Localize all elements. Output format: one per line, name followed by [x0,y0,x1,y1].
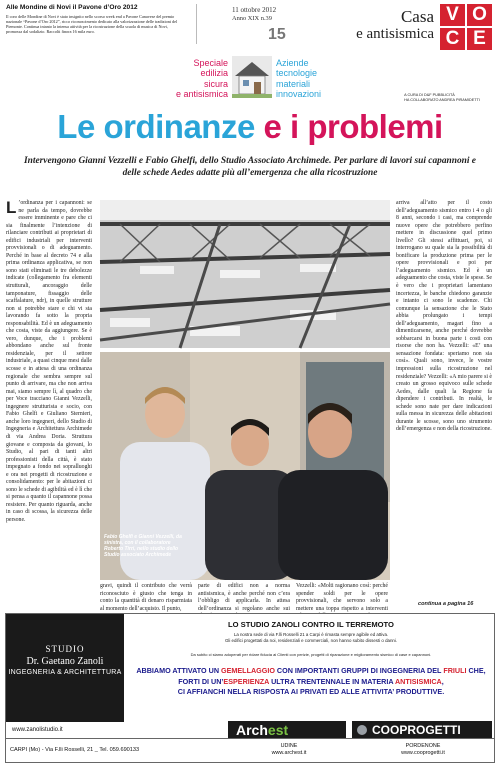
archest-logo [228,721,346,739]
cooprogetti-text: COOPROGETTI [372,723,461,737]
logo-studio: STUDIO [45,644,85,654]
label-line: Speciale [193,58,228,68]
ad-main-text: CHE, [466,666,486,675]
voce-logo [440,4,492,48]
article-column [6,200,92,578]
zanoli-logo [6,614,124,722]
label-line: Aziende [276,58,309,68]
team-photo [100,352,390,580]
voce-letter: V [440,4,465,26]
zanoli-advertisement [5,613,495,763]
brief-title: Alle Mondine di Novi il Pavone d’Oro 2012 [6,4,138,11]
article-column: Vezzelli: «Molti ragionano così: perché spender soldi per le opere provvisionali, che servono solo a mettere una toppa rispetto a interventi [296,583,388,612]
issue-date: 11 ottobre 2012 [232,6,277,14]
ad-main-text: CON IMPORTANTI GRUPPI DI INGEGNERIA DEL [274,666,444,675]
article-deck: Intervengono Gianni Vezzelli e Fabio Ghelfi, dello Studio Associato Archimede. Per parlare di lavori sui capannoni e delle schede Aedes adatte più all’emergenza che alla ricostruzione [24,156,476,178]
location-city: UDINE [280,743,298,749]
zanoli-address: CARPI (Mo) - Via F.lli Rosselli, 21 _ Tel. 059.690133 [10,747,140,753]
ad-highlight: FRIULI [443,666,467,675]
location-website[interactable]: www.archest.it [271,750,307,756]
ad-text-line: Da subito ci siamo adoperati per ridare fiducia ai Clienti con perizie, progetti di riparazione e miglioramento sismico di case e capannoni. [190,652,432,657]
photo-caption: Fabio Ghelfi e Gianni Vezzelli, da sinistra, con il collaboratore Roberto Tirri, nello studio dello Studio associato Archimede [104,534,182,558]
ad-highlight: GEMELLAGGIO [221,666,275,675]
ad-highlight: ESPERIENZA [223,676,270,686]
brief-text: Il coro delle Mondine di Novi è stato insignito nello scorso week end a Pavone Canavese del premio nazionale “Pavone d’Oro 2012”, ricco riconoscimento dedicato alla valorizzazione delle tradizioni del Piemonte. Continua intanto la intensa attività per la ricostruzione della scuola di musica di Novi, promossa dal sodalizio. Raccolti finora 16 mila euro. [6,14,178,35]
credits-line: A CURA DI D&F PUBBLICITÀ [404,93,455,97]
archest-text: est [267,722,289,738]
issue-number: Anno XIX n.39 [232,15,272,22]
label-line: e antisismica [175,89,228,100]
udine-location [234,743,344,757]
article-column: gravi, quindi il contributo che verrà riconosciuto è giusto che tenga in conto la quantità di denaro risparmiata al momento dell’acquisto. Il punto, [100,583,192,612]
credits-line: HA COLLABORATO ANDREA PIRAMIDETTI [404,98,480,102]
location-city: PORDENONE [405,743,441,749]
house-icon [232,56,272,98]
credits [404,93,480,103]
ad-main-message [130,666,492,698]
special-section-label [150,58,228,100]
article-headline [0,108,500,146]
logo-name: Dr. Gaetano Zanoli [26,656,104,667]
section-title-line1: Casa [400,7,434,26]
cooprogetti-logo [352,721,492,739]
ad-highlight: ANTISISMICA [394,676,442,686]
ad-main-text: ABBIAMO ATTIVATO UN [136,666,222,675]
zanoli-website[interactable]: www.zanolistudio.it [12,727,63,733]
article-column: parte di edifici non a norma antisismica, è anche perché non c’era l’obbligo di applicarla. In attesa dell’ordinanza si regolano anche sui [198,583,290,612]
label-line: innovazioni [276,89,322,100]
voce-letter: C [440,28,465,50]
logo-tagline: INGEGNERIA & ARCHITETTURA [8,669,122,676]
ad-main-text: ULTRA TRENTENNALE IN MATERIA [269,676,395,686]
continued-on-label: continua a pagina 16 [418,601,474,607]
ceiling-structure-photo [100,200,390,348]
ad-main-text: FORTI DI UN’ [178,676,224,686]
ad-title: LO STUDIO ZANOLI CONTRO IL TERREMOTO [228,620,394,629]
header-news-brief [6,4,182,34]
ad-main-text: CI AFFIANCHI NELLA RISPOSTA AI PRIVATI ED ALLE ATTIVITA’ PRODUTTIVE. [177,687,445,696]
cooprogetti-mark-icon [357,725,367,735]
headline-part1: Le ordinanze [57,108,255,145]
location-website[interactable]: www.cooprogetti.it [401,750,445,756]
ad-text-line: Gli edifici progettati da noi, residenziali e commerciali, non hanno subito dissesti o danni. [224,638,398,643]
ad-divider [6,738,494,739]
label-line: sicura [203,78,228,89]
page-number: 15 [268,26,286,43]
voce-letter: E [467,28,492,50]
pordenone-location [358,743,488,757]
headline-part2: e i problemi [263,108,443,145]
archest-text: Arch [236,722,268,738]
ad-text-line: La nostra sede di via F.lli Rosselli 21 a Carpi è rimasta sempre agibile ed attiva. [233,632,389,637]
companies-label [276,58,366,100]
header-divider [196,4,197,44]
section-title [310,8,434,43]
label-line: tecnologie [276,68,318,79]
drop-cap: L [6,198,17,217]
ad-main-text: , [441,676,444,686]
section-title-line2: e antisismica [356,26,434,42]
label-line: edilizia [200,68,228,79]
label-line: materiali [276,78,311,89]
voce-letter: O [467,4,492,26]
article-column: arriva all’atto per il costo dell’adeguamento sismico entro i 4 o gli 8 anni, secondo i casi, ma comprende nuove opere che potrebbero perfino mettere in discussione quel primo livello? Gli stessi affittuari, poi, si interrogano su quale sia la possibilità di bonificare la produzione prima per le opere provvisionali e poi per l’adeguamento sismico. Ed è un adeguamento che costa, viste le spese. Se è vero che i proprietari lamentano incertezza, le banche chiedono garanzie e intanto ci sono le scadenze. Chi comunque la sensazione che le Stato abbia prolungato i tempi dell’adeguamento, magari fino a dimenticarsene, anche perché dovrebbe sobbarcarsi in buona parte i costi con risorse che non ha. Vezzelli: «E’ una sensazione fondata: speriamo non sia così». Quali sono, invece, le vostre impressioni sulla ricostruzione nel residenziale? Vezzelli: «A mio parere si è creato un grosso equivoco sulle schede Aedes, dalle quali la Regione fa dipendere i contributi. In realtà, le schede sono nate per dare indicazioni sulla messa in sicurezza delle abitazioni durante le scosse, sono uno strumento dell’emergenza e non della ricostruzione. [396,200,492,433]
column-text: ’ordinanza per i capannoni: se ne parla da tempo, dovrebbe essere imminente e pare che ci sia finalmente l’intenzione di rilanciare contributi ai proprietari di edifici industriali per interventi provvisionali o di adeguamento. Perché in base al decreto 74 e alla prima ordinanza applicativa, se non sono stati eliminati le tre debolezze indicate (collegamento fra elementi strutturali, ancoraggio delle tamponature, fissaggio delle scaffalature, ndr), in quelle strutture non si potrebbe stare e chi vi sta lavorando fa sotto la propria responsabilità. Ed è un adeguamento che costa, viste da aggiungere. Se è vero, dunque, che i problemi abbondano anche sul fronte residenziale, per il settore industriale, a quasi cinque mesi dalle scosse e in attesa di una ordinanza regionale che sembra sempre sul punto di arrivare, ma che non arriva mai, siamo sempre lì, al quadro che per Voce tracciano Gianni Vezzelli, ingegnere strutturista e socio, con Fabio Ghelfi e Giuliano Sternieri, anche loro ingegneri, dello Studio di Ingegneria e Architettura Archimede di via Andrea Doria. Struttura giovane e composta da giovani, lo Studio, al pari di tanti altri professionisti della città, è stato impegnato a fondo nei sopralluoghi e ora nei progetti di ricostruzione e consolidamento: per le abitazioni ci sono le schede di agibilità ed è lì che si pensa a quanto il capannone possa resistere. Per quanto riguarda, anche in caso di scossa, la sicurezza delle persone. [6,200,92,523]
